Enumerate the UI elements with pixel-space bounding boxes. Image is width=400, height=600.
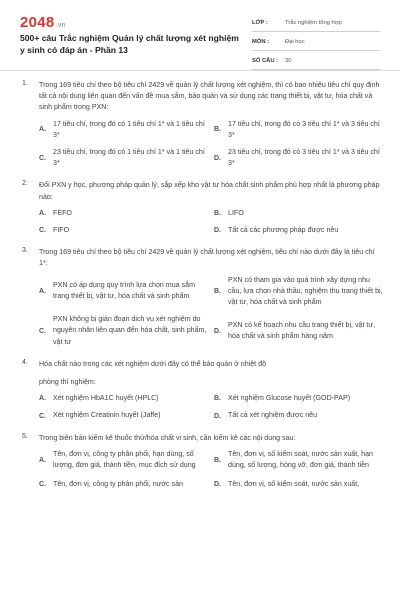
answer-option-b[interactable]	[214, 275, 385, 309]
option-letter: A.	[39, 209, 46, 217]
option-text: Tên, đơn vị, công ty phân phối, nước sản	[53, 479, 183, 488]
option-letter: D.	[214, 227, 221, 235]
answer-option-a[interactable]	[39, 393, 210, 404]
option-text: Xét nghiệm Glucose huyết (GOD-PAP)	[228, 394, 351, 403]
question-text: Trong 169 tiêu chí theo bộ tiêu chí 2429 về quản lý chất lượng xét nghiệm, tiêu chí nào dưới đây là tiêu chí 1*:	[39, 248, 375, 268]
option-text: FIFO	[53, 226, 70, 235]
option-text: Tất cả các phương pháp được nêu	[228, 226, 339, 235]
meta-label-subject: MÔN :	[252, 39, 270, 45]
answer-option-c[interactable]	[39, 314, 210, 348]
answer-option-d[interactable]	[214, 147, 385, 169]
answer-options	[39, 119, 382, 170]
meta-value-class: Trắc nghiệm tổng hợp	[285, 20, 342, 26]
option-letter: B.	[214, 126, 221, 134]
option-text: Tất cả xét nghiệm được nêu	[228, 411, 318, 420]
question-number: 2.	[22, 180, 28, 188]
question-text: Đối PXN y học, phương pháp quản lý, sắp xếp kho vật tư hóa chất sinh phẩm phù hợp nhất là phương pháp nào:	[39, 181, 380, 201]
option-text: PXN không bị gián đoạn dịch vụ xét nghiệm do nguyên nhân liên quan đến hóa chất, sinh phẩm, vật tư	[53, 315, 207, 346]
question-number: 4.	[22, 358, 28, 366]
option-text: 23 tiêu chí, trong đó có 3 tiêu chí 1* và 3 tiêu chí 3*	[228, 148, 380, 168]
question-text: Trong biên bản kiểm kê thuốc thử/hóa chất vi sinh, cần kiểm kê các nội dung sau:	[39, 433, 296, 442]
option-letter: D.	[214, 327, 221, 335]
question-5	[22, 433, 382, 492]
answer-options	[39, 275, 382, 348]
option-text: 17 tiêu chí, trong đó có 3 tiêu chí 1* và 3 tiêu chí 3*	[228, 119, 380, 139]
answer-option-b[interactable]	[214, 119, 385, 141]
option-text: 23 tiêu chí, trong đó có 1 tiêu chí 1* và 1 tiêu chí 3*	[53, 148, 205, 168]
logo-text: 2048	[20, 14, 55, 31]
question-number: 5.	[22, 432, 28, 440]
meta-value-count: 30	[285, 58, 292, 64]
question-4	[22, 359, 382, 422]
question-number: 3.	[22, 247, 28, 255]
option-text: Tên, đơn vị, số kiểm soát, nước sản xuất, hạn dùng, số lượng, hỏng vỡ, đơn giá, thành tiền	[228, 449, 373, 470]
option-text: FEFO	[53, 208, 72, 217]
answer-options	[39, 393, 382, 421]
option-text: Tên, đơn vị, số kiểm soát, nước sản xuất,	[228, 479, 360, 488]
page-header	[0, 0, 400, 70]
quiz-meta	[252, 15, 380, 72]
option-letter: B.	[214, 456, 221, 464]
option-letter: D.	[214, 154, 221, 162]
option-text: Xét nghiệm HbA1C huyết (HPLC)	[53, 394, 159, 403]
option-letter: B.	[214, 287, 221, 295]
question-text: Hóa chất nào trong các xét nghiệm dưới đây có thể bảo quản ở nhiệt độ	[39, 359, 267, 368]
option-text: PXN có kế hoạch nhu cầu trang thiết bị, vật tư, hóa chất và sinh phẩm hàng năm	[228, 320, 376, 341]
question-2	[22, 180, 382, 236]
meta-label-count: SỐ CÂU :	[252, 58, 279, 64]
option-letter: C.	[39, 412, 46, 420]
answer-option-a[interactable]	[39, 449, 210, 471]
answer-option-b[interactable]	[214, 208, 385, 219]
answer-option-c[interactable]	[39, 477, 210, 491]
answer-options	[39, 449, 382, 491]
answer-option-c[interactable]	[39, 410, 210, 421]
option-letter: D.	[214, 412, 221, 420]
option-text: PXN có tham gia vào quá trình xây dựng nhu cầu, lựa chọn nhà thầu, nghiệm thu trang thiết bị, vật tư, hóa chất và sinh phẩm	[228, 275, 383, 307]
option-letter: B.	[214, 395, 221, 403]
question-list	[22, 80, 382, 502]
answer-options	[39, 208, 382, 236]
answer-option-d[interactable]	[214, 225, 385, 236]
option-text: 17 tiêu chí, trong đó có 1 tiêu chí 1* và 1 tiêu chí 3*	[53, 119, 205, 139]
meta-row-count	[252, 53, 380, 70]
answer-option-d[interactable]	[214, 410, 385, 421]
site-logo[interactable]	[20, 14, 66, 31]
meta-row-subject	[252, 34, 380, 51]
option-letter: C.	[39, 327, 46, 335]
answer-option-b[interactable]	[214, 393, 385, 404]
question-text: Trong 169 tiêu chí theo bộ tiêu chí 2429 về quản lý chất lượng xét nghiệm, thì có bao nhiêu tiêu chí quy định tất cả nội dung liên quan đến vấn đề mua sắm, bảo quản và sử dụng các trang thiết bị, vật tư, hóa chất và sinh phẩm trong PXN:	[39, 81, 380, 112]
logo-suffix: .vn	[55, 22, 66, 29]
answer-option-c[interactable]	[39, 225, 210, 236]
option-letter: C.	[39, 154, 46, 162]
option-letter: D.	[214, 480, 221, 488]
question-text-continued: phòng thí nghiệm:	[39, 378, 96, 387]
option-letter: A.	[39, 456, 46, 464]
option-letter: C.	[39, 227, 46, 235]
meta-value-subject: Đại học	[285, 39, 305, 45]
option-letter: A.	[39, 395, 46, 403]
meta-label-class: LỚP :	[252, 20, 268, 26]
question-1	[22, 80, 382, 169]
question-number: 1.	[22, 80, 28, 87]
meta-row-class	[252, 15, 380, 32]
answer-option-d[interactable]	[214, 477, 385, 491]
option-text: Tên, đơn vị, công ty phân phối, hạn dùng, số lượng, đơn giá, thành tiền, mục đích sử dụng	[53, 449, 196, 470]
option-text: LIFO	[228, 208, 244, 217]
option-letter: A.	[39, 126, 46, 134]
answer-option-d[interactable]	[214, 314, 385, 348]
answer-option-a[interactable]	[39, 119, 210, 141]
header-divider	[0, 70, 400, 71]
option-letter: C.	[39, 480, 46, 488]
answer-option-a[interactable]	[39, 275, 210, 309]
option-letter: A.	[39, 287, 46, 295]
answer-option-c[interactable]	[39, 147, 210, 169]
question-3	[22, 247, 382, 348]
answer-option-a[interactable]	[39, 208, 210, 219]
option-letter: B.	[214, 209, 221, 217]
option-text: Xét nghiệm Creatinin huyết (Jaffe)	[53, 411, 161, 420]
answer-option-b[interactable]	[214, 449, 385, 471]
option-text: PXN có áp dụng quy trình lựa chọn mua sắm trang thiết bị, vật tư, hóa chất và sinh phẩm	[53, 281, 195, 301]
page-title: 500+ câu Trắc nghiệm Quản lý chất lượng xét nghiệm y sinh có đáp án - Phần 13	[20, 33, 239, 55]
